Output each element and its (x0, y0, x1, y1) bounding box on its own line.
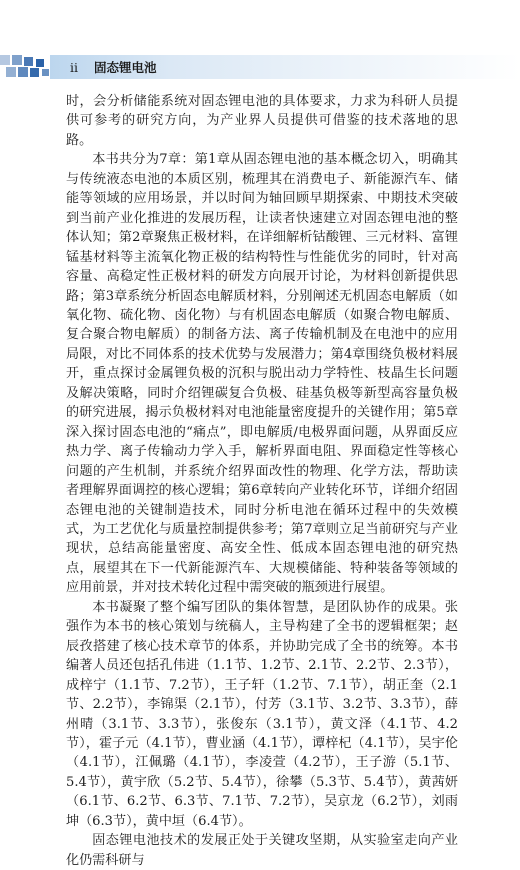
paragraph-authors: 本书凝聚了整个编写团队的集体智慧，是团队协作的成果。张强作为本书的核心策划与统稿人，主导构建了全书的逻辑框架；赵辰孜搭建了核心技术章节的体系，并协助完成了全书的统筹。本书编著人员还包括孔伟进（1.1节、1.2节、2.1节、2.2节、2.3节），成梓宁（1.1节、7.2节），王子轩（1.2节、7.1节），胡正奎（2.1节、2.2节），李锦渠（2.1节），付芳（3.1节、3.2节、3.3节），薛州晴（3.1节、3.3节），张俊东（3.1节），黄文泽（4.1节、4.2节），霍子元（4.1节），曹业涵（4.1节），谭梓杞（4.1节），吴宇伦（4.1节），江佩璐（4.1节），李凌萱（4.2节），王子游（5.1节、5.4节），黄宇欣（5.2节、5.4节），徐攀（5.3节、5.4节），黄茜妍（6.1节、6.2节、6.3节、7.1节、7.2节），吴京龙（6.2节），刘雨坤（6.3节），黄中垣（6.4节）。 (66, 599, 458, 829)
body-text (66, 92, 458, 870)
paragraph-chapter-overview: 本书共分为7章：第1章从固态锂电池的基本概念切入，明确其与传统液态电池的本质区别，梳理其在消费电子、新能源汽车、储能等领域的应用场景，并以时间为轴回顾早期探索、中期技术突破到当前产业化推进的发展历程，让读者快速建立对固态锂电池的整体认知；第2章聚焦正极材料，在详细解析钴酸锂、三元材料、富锂锰基材料等主流氧化物正极的结构特性与性能优劣的同时，针对高容量、高稳定性正极材料的研发方向展开讨论，为材料创新提供思路；第3章系统分析固态电解质材料，分别阐述无机固态电解质（如氧化物、硫化物、卤化物）与有机固态电解质（如聚合物电解质、复合聚合物电解质）的制备方法、离子传输机制及在电池中的应用局限，对比不同体系的技术优势与发展潜力；第4章围绕负极材料展开，重点探讨金属锂负极的沉积与脱出动力学特性、枝晶生长问题及解决策略，同时介绍锂碳复合负极、硅基负极等新型高容量负极的研究进展，揭示负极材料对电池能量密度提升的关键作用；第5章深入探讨固态电池的“痛点”，即电解质/电极界面问题，从界面反应热力学、离子传输动力学入手，解析界面电阻、界面稳定性等核心问题的产生机制，并系统介绍界面改性的物理、化学方法，帮助读者理解界面调控的核心逻辑；第6章转向产业转化环节，详细介绍固态锂电池的关键制造技术，同时分析电池在循环过程中的失效模式，为工艺优化与质量控制提供参考；第7章则立足当前研究与产业现状，总结高能量密度、高安全性、低成本固态锂电池的研究热点，展望其在下一代新能源汽车、大规模储能、特种装备等领域的应用前景，并对技术转化过程中需突破的瓶颈进行展望。 (66, 152, 458, 596)
book-title: 固态锂电池 (94, 60, 157, 75)
paragraph-continuation: 时，会分析储能系统对固态锂电池的具体要求，力求为科研人员提供可参考的研究方向，为产业界人员提供可借鉴的技术落地的思路。 (66, 94, 458, 148)
page-number: ii (70, 60, 78, 75)
running-header (0, 55, 520, 81)
paragraph-closing: 固态锂电池技术的发展正处于关键攻坚期，从实验室走向产业化仍需科研与 (66, 833, 458, 868)
header-text (70, 58, 157, 76)
